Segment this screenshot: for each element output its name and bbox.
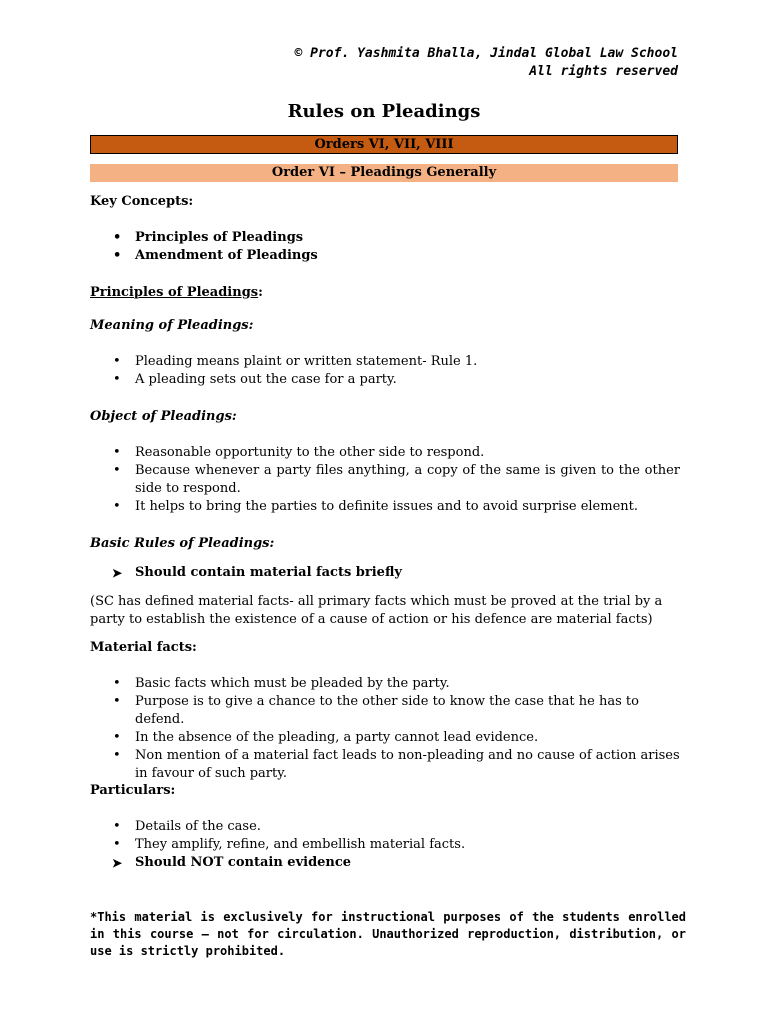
list-item: • Details of the case. [113,819,261,834]
material-facts-heading: Material facts: [90,640,197,655]
bullet-icon: • [113,230,122,245]
bullet-icon: • [113,248,122,263]
key-concepts-list [90,229,680,265]
arrow-bullet-icon: ➤ [112,566,123,580]
object-heading: Object of Pleadings: [90,409,237,424]
list-item: • Principles of Pleadings [113,230,304,245]
order-vi-banner: Order VI – Pleadings Generally [90,164,678,182]
list-item: • Reasonable opportunity to the other side to respond. [113,445,485,460]
list-item: • It helps to bring the parties to definite issues and to avoid surprise element. [113,499,638,514]
meaning-list [90,353,680,389]
list-item: • In the absence of the pleading, a party cannot lead evidence. [113,730,539,745]
bullet-icon: • [113,819,121,834]
bullet-icon: • [113,463,121,478]
basic-rules-list [90,564,680,582]
basic-rules-heading: Basic Rules of Pleadings: [90,536,275,551]
material-facts-definition: (SC has defined material facts- all primary facts which must be proved at the trial by a party to establish the existence of a cause of action or his defence are material facts) [90,594,663,627]
document-title: Rules on Pleadings [287,101,481,122]
copyright-line-2: All rights reserved [529,64,678,79]
bullet-icon: • [113,837,121,852]
arrow-bullet-icon: ➤ [112,856,123,870]
list-item: • Because whenever a party files anything, a copy of the same is given to the other side to respond. [113,463,680,496]
particulars-heading: Particulars: [90,783,176,798]
particulars-list [90,818,680,872]
list-item: • Purpose is to give a chance to the other side to know the case that he has to defend. [113,694,639,727]
principles-heading: Principles of Pleadings: [90,285,263,300]
list-item: • Non mention of a material fact leads to non-pleading and no cause of action arises in favour of such party. [113,748,680,781]
orders-banner: Orders VI, VII, VIII [90,135,678,154]
bullet-icon: • [113,445,121,460]
bullet-icon: • [113,676,121,691]
list-item: • A pleading sets out the case for a party. [113,372,397,387]
list-item: ➤ Should contain material facts briefly [112,565,402,580]
bullet-icon: • [113,730,121,745]
copyright-notice [294,45,678,81]
key-concepts-heading: Key Concepts: [90,194,194,209]
list-item: • Pleading means plaint or written statement- Rule 1. [113,354,478,369]
disclaimer-footer: *This material is exclusively for instructional purposes of the students enrolled in this course – not for circulation. Unauthorized reproduction, distribution, or use is strictly prohibited. [90,910,686,958]
list-item: ➤ Should NOT contain evidence [112,855,352,870]
bullet-icon: • [113,499,121,514]
bullet-icon: • [113,372,121,387]
bullet-icon: • [113,694,121,709]
list-item: • They amplify, refine, and embellish material facts. [113,837,466,852]
meaning-heading: Meaning of Pleadings: [90,318,254,333]
copyright-line-1: © Prof. Yashmita Bhalla, Jindal Global Law School [294,46,678,61]
bullet-icon: • [113,748,121,763]
object-list [90,444,680,516]
list-item: • Amendment of Pleadings [113,248,318,263]
material-facts-list [90,675,680,783]
bullet-icon: • [113,354,121,369]
list-item: • Basic facts which must be pleaded by the party. [113,676,450,691]
